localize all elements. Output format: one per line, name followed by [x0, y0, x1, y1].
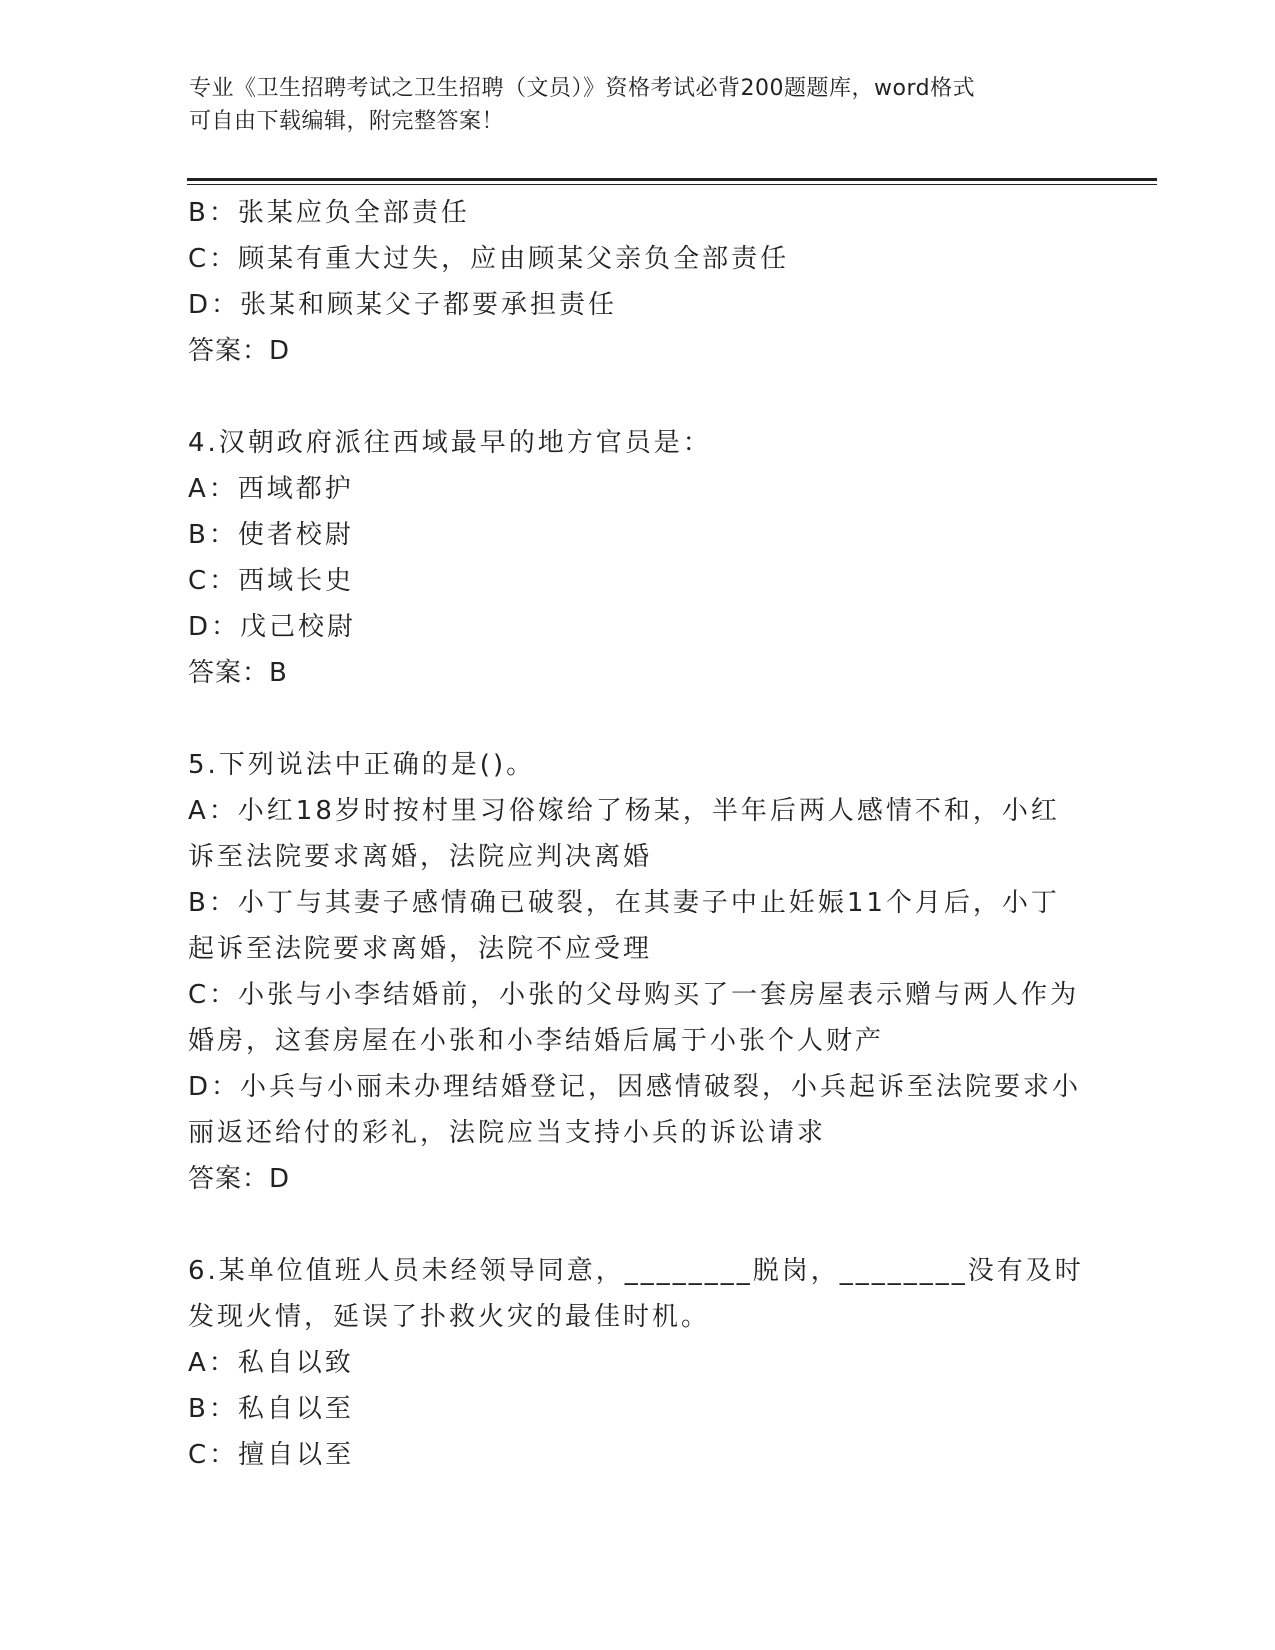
- q5-option-b-line-2: 起诉至法院要求离婚，法院不应受理: [188, 934, 653, 964]
- q4-option-c: C：西域长史: [188, 566, 355, 596]
- q3-option-d: D：张某和顾某父子都要承担责任: [188, 290, 618, 320]
- q5-option-d-line-2: 丽返还给付的彩礼，法院应当支持小兵的诉讼请求: [188, 1118, 827, 1148]
- q5-option-a-line-1: A：小红18岁时按村里习俗嫁给了杨某，半年后两人感情不和，小红: [188, 796, 1060, 826]
- q3-option-b: B：张某应负全部责任: [188, 198, 470, 228]
- q6-question-text-line-1: 6.某单位值班人员未经领导同意，________脱岗，________没有及时: [188, 1256, 1084, 1286]
- spacer: [188, 1202, 1088, 1248]
- q5-option-d-line-1: D：小兵与小丽未办理结婚登记，因感情破裂，小兵起诉至法院要求小: [188, 1072, 1082, 1102]
- q3-answer: 答案：D: [188, 336, 291, 366]
- q5-question-text: 5.下列说法中正确的是()。: [188, 750, 536, 780]
- q3-option-c: C：顾某有重大过失，应由顾某父亲负全部责任: [188, 244, 790, 274]
- question-5: [188, 742, 1088, 1202]
- q5-option-c-line-2: 婚房，这套房屋在小张和小李结婚后属于小张个人财产: [188, 1026, 885, 1056]
- q6-option-b: B：私自以至: [188, 1394, 354, 1424]
- header-title-line-1: 专业《卫生招聘考试之卫生招聘（文员）》资格考试必背200题题库，word格式: [189, 76, 976, 101]
- q5-option-a-line-2: 诉至法院要求离婚，法院应判决离婚: [188, 842, 653, 872]
- question-4: [188, 420, 1088, 696]
- q4-question-text: 4.汉朝政府派往西域最早的地方官员是：: [188, 428, 712, 458]
- q4-answer: 答案：B: [188, 658, 288, 688]
- q4-option-b: B：使者校尉: [188, 520, 354, 550]
- header-title-line-2: 可自由下载编辑，附完整答案！: [189, 109, 505, 134]
- spacer: [188, 374, 1088, 420]
- question-6: [188, 1248, 1088, 1478]
- q4-option-d: D：戊己校尉: [188, 612, 357, 642]
- q4-option-a: A：西域都护: [188, 474, 354, 504]
- question-list: [188, 190, 1088, 1478]
- spacer: [188, 696, 1088, 742]
- document-header: [189, 72, 1089, 138]
- q6-question-text-line-2: 发现火情，延误了扑救火灾的最佳时机。: [188, 1302, 711, 1332]
- header-divider-thick: [187, 178, 1157, 181]
- q5-option-b-line-1: B：小丁与其妻子感情确已破裂，在其妻子中止妊娠11个月后，小丁: [188, 888, 1060, 918]
- q6-option-a: A：私自以致: [188, 1348, 354, 1378]
- q5-option-c-line-1: C：小张与小李结婚前，小张的父母购买了一套房屋表示赠与两人作为: [188, 980, 1080, 1010]
- q5-answer: 答案：D: [188, 1164, 291, 1194]
- question-3: [188, 190, 1088, 374]
- header-divider-thin: [187, 184, 1157, 185]
- q6-option-c: C：擅自以至: [188, 1440, 355, 1470]
